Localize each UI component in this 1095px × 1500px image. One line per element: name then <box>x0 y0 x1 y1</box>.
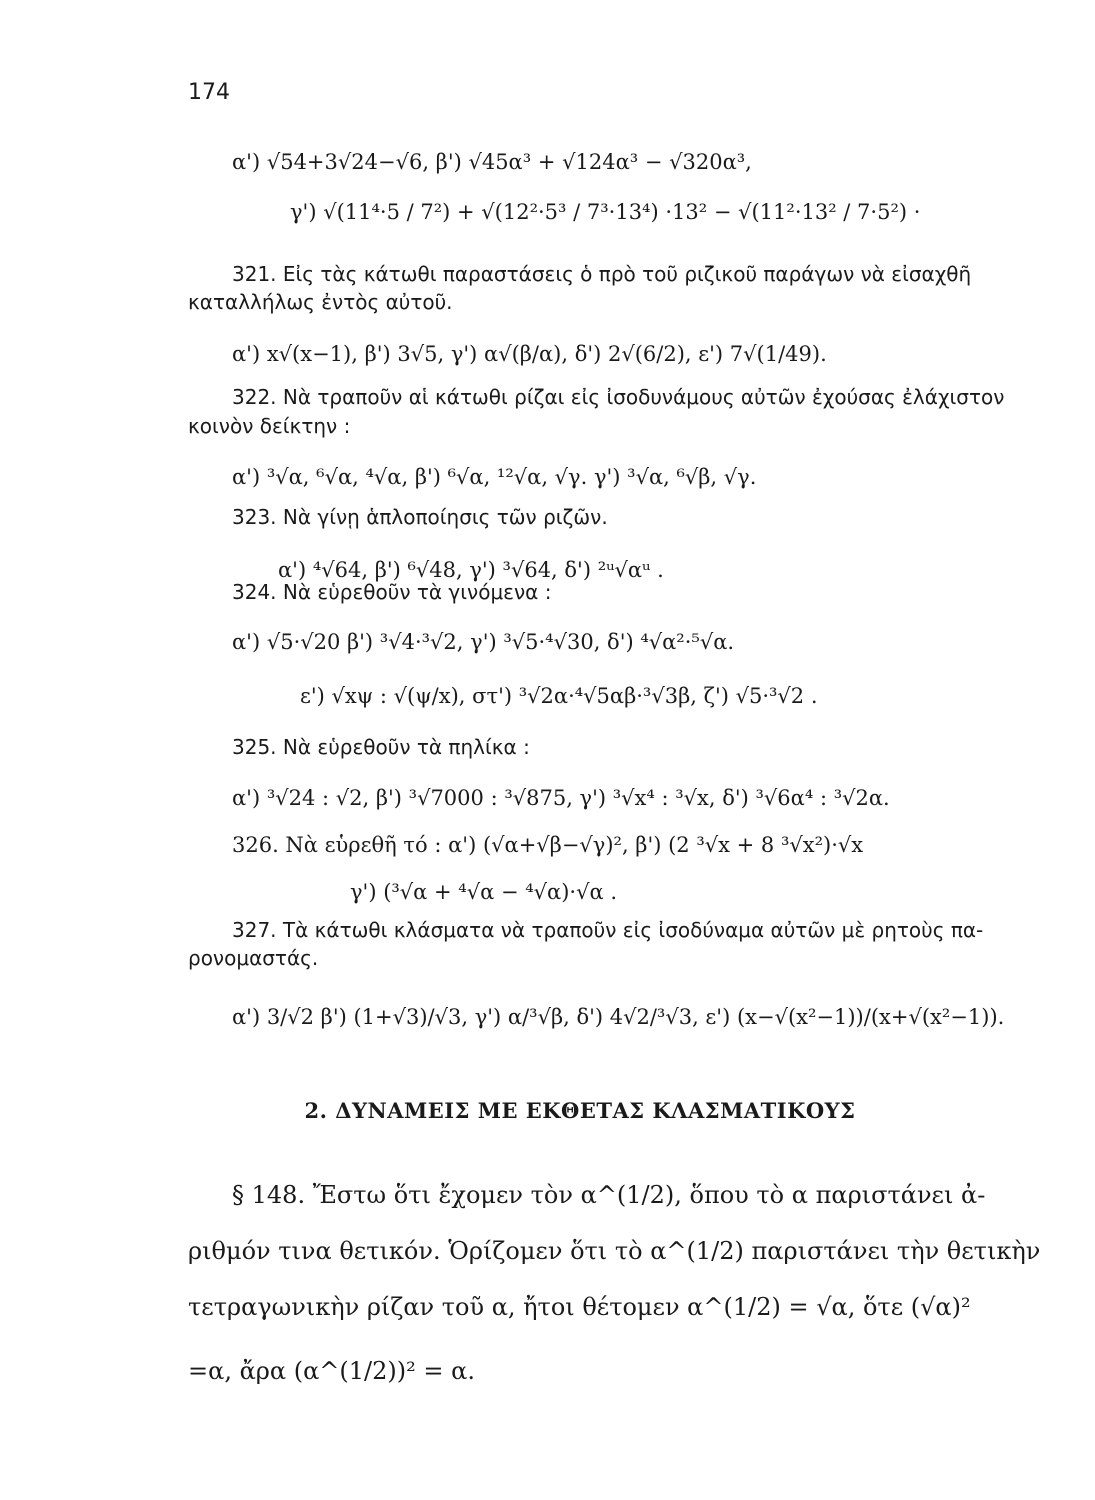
paragraph-line-1: § 148. Ἔστω ὅτι ἔχομεν τὸν α^(1/2), ὅπου τὸ α παριστάνει ἀ- <box>232 1181 986 1209</box>
page-number: 174 <box>188 80 230 105</box>
paragraph-line-4: =α, ἄρα (α^(1/2))² = α. <box>188 1357 475 1385</box>
exercise-322-items: α') ³√α, ⁶√α, ⁴√α, β') ⁶√α, ¹²√α, √γ. γ') ³√α, ⁶√β, √γ. <box>232 465 757 489</box>
exercise-323-text: 323. Νὰ γίνῃ ἁπλοποίησις τῶν ριζῶν. <box>232 505 608 529</box>
exercise-325-items: α') ³√24 : √2, β') ³√7000 : ³√875, γ') ³√x⁴ : ³√x, δ') ³√6α⁴ : ³√2α. <box>232 786 890 810</box>
section-heading: 2. ΔΥΝΑΜΕΙΣ ΜΕ ΕΚΘΕΤΑΣ ΚΛΑΣΜΑΤΙΚΟΥΣ <box>304 1098 856 1123</box>
exercise-325-text: 325. Νὰ εὑρεθοῦν τὰ πηλίκα : <box>232 735 530 759</box>
exercise-327-text-cont: ρονομαστάς. <box>188 946 319 970</box>
exercise-322-text-cont: κοινὸν δείκτην : <box>188 414 351 438</box>
paragraph-line-2: ριθμόν τινα θετικόν. Ὁρίζομεν ὅτι τὸ α^(1/2) παριστάνει τὴν θετικὴν <box>188 1237 1041 1265</box>
exercise-320-c: γ') √(11⁴·5 / 7²) + √(12²·5³ / 7³·13⁴) ·13² − √(11²·13² / 7·5²) · <box>290 200 921 224</box>
exercise-324-items-1: α') √5·√20 β') ³√4·³√2, γ') ³√5·⁴√30, δ') ⁴√α²·⁵√α. <box>232 630 735 654</box>
exercise-322-text: 322. Νὰ τραποῦν αἱ κάτωθι ρίζαι εἰς ἰσοδυνάμους αὐτῶν ἐχούσας ἐλάχιστον <box>232 385 1005 409</box>
exercise-321-items: α') x√(x−1), β') 3√5, γ') α√(β/α), δ') 2√(6/2), ε') 7√(1/49). <box>232 342 827 366</box>
exercise-324-items-2: ε') √xψ : √(ψ/x), στ') ³√2α·⁴√5αβ·³√3β, ζ') √5·³√2 . <box>300 684 818 708</box>
exercise-321-text-cont: καταλλήλως ἐντὸς αὐτοῦ. <box>188 290 453 314</box>
exercise-321-text: 321. Εἰς τὰς κάτωθι παραστάσεις ὁ πρὸ τοῦ ριζικοῦ παράγων νὰ εἰσαχθῆ <box>232 262 972 286</box>
exercise-327-text: 327. Τὰ κάτωθι κλάσματα νὰ τραποῦν εἰς ἰσοδύναμα αὐτῶν μὲ ρητοὺς πα- <box>232 918 984 942</box>
exercise-324-text: 324. Νὰ εὑρεθοῦν τὰ γινόμενα : <box>232 580 552 604</box>
exercise-326-a-b: 326. Νὰ εὑρεθῆ τό : α') (√α+√β−√γ)², β') (2 ³√x + 8 ³√x²)·√x <box>232 833 864 857</box>
paragraph-line-3: τετραγωνικὴν ρίζαν τοῦ α, ἤτοι θέτομεν α^(1/2) = √α, ὅτε (√α)² <box>188 1293 971 1321</box>
exercise-320-a-b: α') √54+3√24−√6, β') √45α³ + √124α³ − √320α³, <box>232 150 752 174</box>
exercise-323-items: α') ⁴√64, β') ⁶√48, γ') ³√64, δ') ²ᵘ√αᵘ . <box>278 558 664 582</box>
exercise-327-items: α') 3/√2 β') (1+√3)/√3, γ') α/³√β, δ') 4√2/³√3, ε') (x−√(x²−1))/(x+√(x²−1)). <box>232 1005 1005 1029</box>
exercise-326-c: γ') (³√α + ⁴√α − ⁴√α)·√α . <box>350 880 618 904</box>
